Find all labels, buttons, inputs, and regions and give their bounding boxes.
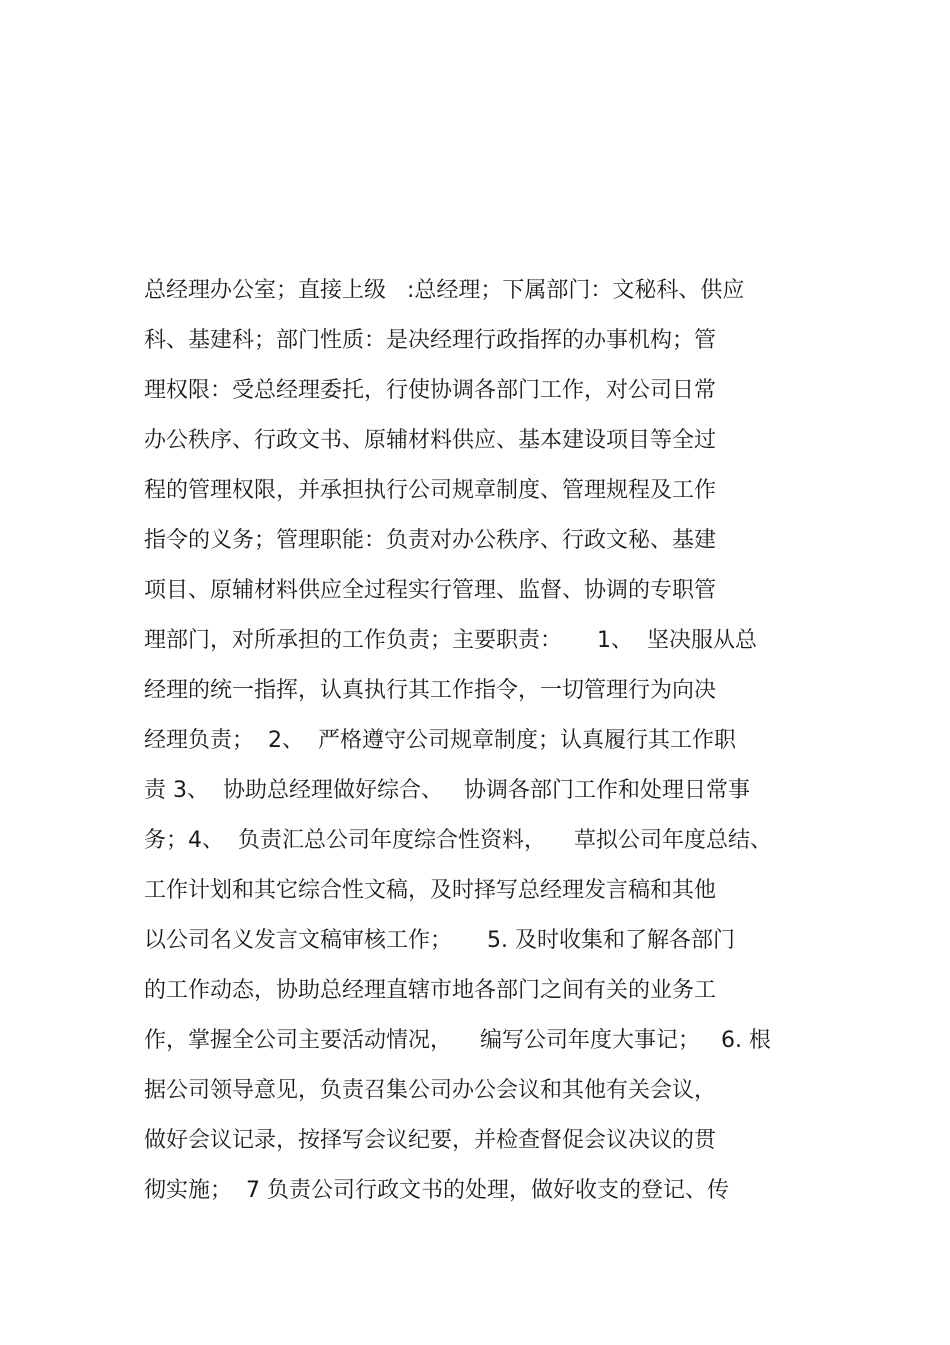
- text-line: 程的管理权限，并承担执行公司规章制度、管理规程及工作: [144, 478, 717, 503]
- text-line: 做好会议记录，按择写会议纪要，并检查督促会议决议的贯: [144, 1128, 717, 1153]
- text-line: 经理的统一指挥，认真执行其工作指令，一切管理行为向决: [144, 678, 717, 703]
- text-line: 务；4、 负责汇总公司年度综合性资料， 草拟公司年度总结、: [144, 828, 772, 853]
- text-line: 以公司名义发言文稿审核工作； 5. 及时收集和了解各部门: [144, 928, 735, 953]
- text-line: 办公秩序、行政文书、原辅材料供应、基本建设项目等全过: [144, 428, 717, 453]
- text-line: 项目、原辅材料供应全过程实行管理、监督、协调的专职管: [144, 578, 717, 603]
- text-line: 据公司领导意见，负责召集公司办公会议和其他有关会议，: [144, 1078, 717, 1103]
- text-line: 经理负责； 2、 严格遵守公司规章制度；认真履行其工作职: [144, 728, 736, 753]
- text-line: 总经理办公室；直接上级 :总经理；下属部门：文秘科、供应: [144, 278, 745, 303]
- text-line: 工作计划和其它综合性文稿，及时择写总经理发言稿和其他: [144, 878, 717, 903]
- text-line: 理部门，对所承担的工作负责；主要职责： 1、 坚决服从总: [144, 628, 757, 653]
- text-line: 指令的义务；管理职能：负责对办公秩序、行政文秘、基建: [144, 528, 717, 553]
- text-line: 作，掌握全公司主要活动情况， 编写公司年度大事记； 6. 根: [144, 1028, 771, 1053]
- text-line: 理权限：受总经理委托，行使协调各部门工作，对公司日常: [144, 378, 717, 403]
- text-line: 科、基建科；部门性质：是决经理行政指挥的办事机构；管: [144, 328, 717, 353]
- text-line: 彻实施； 7 负责公司行政文书的处理，做好收支的登记、传: [144, 1178, 729, 1203]
- text-line: 的工作动态，协助总经理直辖市地各部门之间有关的业务工: [144, 978, 717, 1003]
- text-line: 责 3、 协助总经理做好综合、 协调各部门工作和处理日常事: [144, 778, 750, 803]
- body-text: [144, 271, 834, 1221]
